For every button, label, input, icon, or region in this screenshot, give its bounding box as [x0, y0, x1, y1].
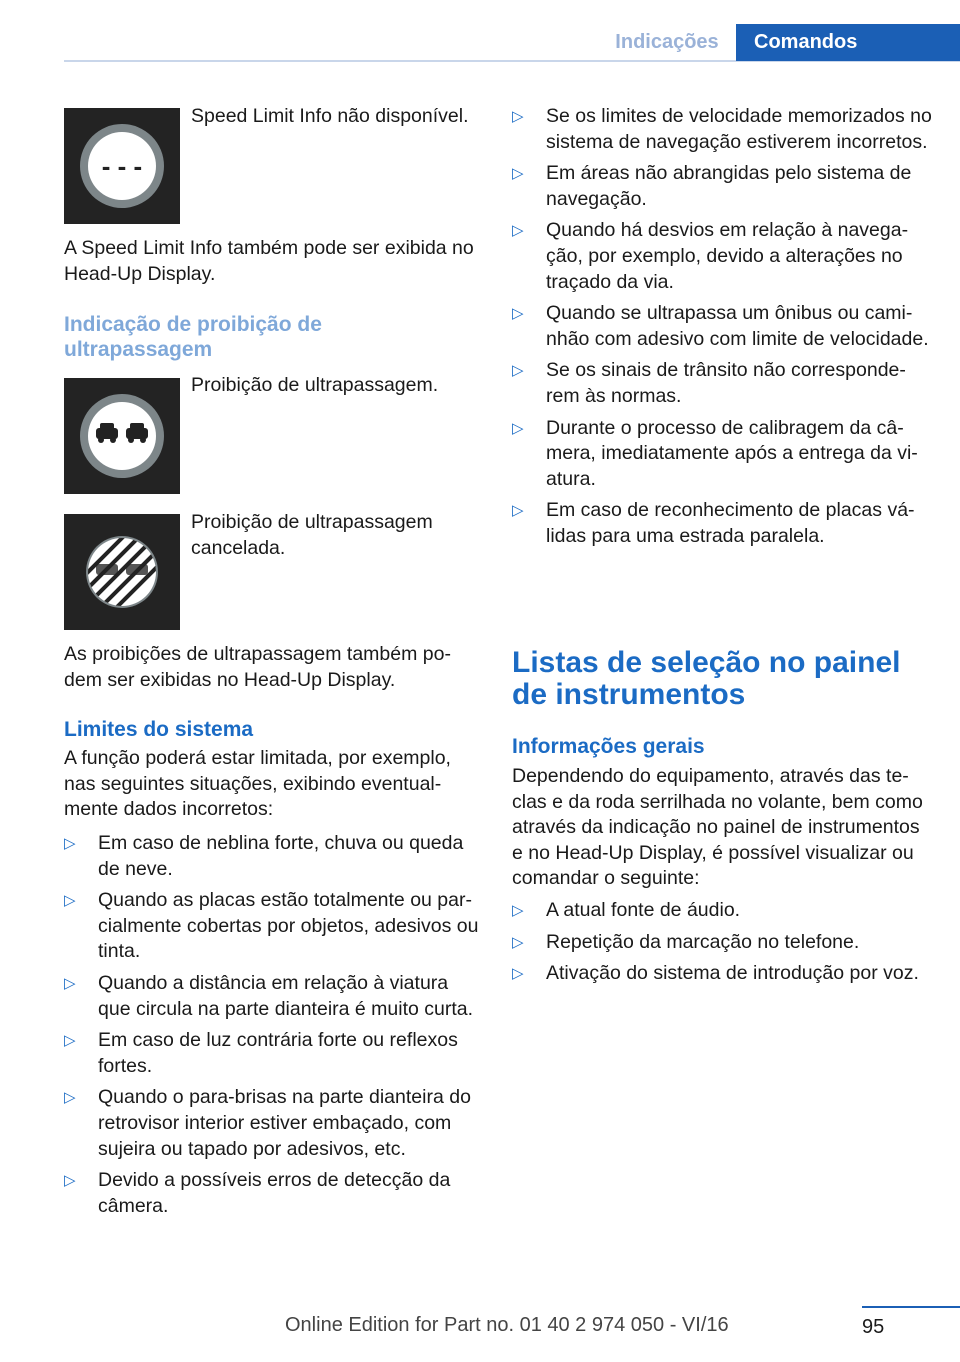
list-item: ▷ Em caso de reconhecimento de placas válidas para uma estrada paralela.: [512, 499, 915, 547]
triangle-right-icon: ▷: [512, 933, 524, 951]
sign2-caption: Proibição de ultrapassagem.: [191, 374, 439, 396]
list-item: ▷ Devido a possíveis erros de detecção da câmera.: [64, 1169, 451, 1217]
list-item: ▷ Quando a distância em relação à viatura que circula na parte dianteira é muito curta.: [64, 971, 474, 1020]
list-item: ▷ A atual fonte de áudio.: [512, 898, 932, 924]
list-item: ▷ Quando as placas estão totalmente ou parcialmente cobertas por objetos, adesivos ou tinta.: [64, 889, 479, 963]
triangle-right-icon: ▷: [64, 892, 76, 910]
sign1-caption: Speed Limit Info não disponível.: [191, 105, 469, 127]
triangle-right-icon: ▷: [512, 362, 524, 380]
list-item: ▷ Em áreas não abrangidas pelo sistema de navegação.: [512, 162, 912, 210]
triangle-right-icon: ▷: [64, 1089, 76, 1107]
list-item: ▷ Quando o para-brisas na parte dianteira do retrovisor interior estiver embaçado, com sujeira ou tapado por adesivos, etc.: [64, 1086, 471, 1160]
list-item: ▷ Quando se ultrapassa um ônibus ou caminhão com adesivo com limite de velocidade.: [512, 302, 929, 350]
limits-list: [64, 831, 484, 1219]
triangle-right-icon: ▷: [512, 965, 524, 983]
paragraph-general: Dependendo do equipamento, através das teclas e da roda serrilhada no volante, bem como através da indicação no painel de instrumentos e no Head-Up Display, é possível visualizar ou comandar o seguinte:: [512, 765, 923, 890]
speed-limit-unavailable-icon: [64, 108, 180, 224]
triangle-right-icon: ▷: [64, 974, 76, 992]
triangle-right-icon: ▷: [512, 165, 524, 183]
section-title: Listas de seleção no painel de instrumentos: [512, 646, 901, 711]
triangle-right-icon: ▷: [512, 419, 524, 437]
list-item: ▷ Quando há desvios em relação à navegação, por exemplo, devido a alterações no traçado da via.: [512, 219, 909, 293]
heading-general-info: Informações gerais: [512, 735, 705, 758]
triangle-right-icon: ▷: [512, 502, 524, 520]
heading-system-limits: Limites do sistema: [64, 718, 254, 741]
list-item: ▷ Em caso de neblina forte, chuva ou queda de neve.: [64, 832, 464, 880]
triangle-right-icon: ▷: [512, 305, 524, 323]
limits-list-continued: [512, 104, 932, 550]
edition-footer: Online Edition for Part no. 01 40 2 974 050 - VI/16: [285, 1314, 729, 1336]
triangle-right-icon: ▷: [512, 902, 524, 919]
list-item: ▷ Durante o processo de calibragem da câmera, imediatamente após a entrega da viatura.: [512, 416, 918, 490]
triangle-right-icon: ▷: [512, 222, 524, 240]
speed-limit-dashes: - - -: [101, 151, 143, 181]
triangle-right-icon: ▷: [512, 108, 524, 125]
list-item: ▷ Se os sinais de trânsito não corresponderem às normas.: [512, 359, 906, 407]
list-item: ▷ Em caso de luz contrária forte ou reflexos fortes.: [64, 1029, 458, 1077]
end-of-no-overtaking-icon: [64, 514, 180, 630]
footer-rule: [862, 1306, 960, 1308]
list-item: ▷ Repetição da marcação no telefone.: [512, 930, 932, 956]
sign3-caption: Proibição de ultrapassagem cancelada.: [191, 511, 433, 559]
triangle-right-icon: ▷: [64, 835, 76, 852]
no-overtaking-icon: [64, 378, 180, 494]
heading-overtaking: Indicação de proibição de ultrapassagem: [64, 313, 322, 361]
selection-list: [512, 898, 932, 987]
tab-comandos[interactable]: Comandos: [736, 24, 960, 61]
paragraph-hud: A Speed Limit Info também pode ser exibida no Head-Up Display.: [64, 237, 474, 285]
list-item: ▷ Se os limites de velocidade memorizados no sistema de navegação estiverem incorretos.: [512, 105, 932, 153]
list-item: ▷ Ativação do sistema de introdução por voz.: [512, 961, 932, 987]
triangle-right-icon: ▷: [64, 1172, 76, 1190]
paragraph-overtaking-hud: As proibições de ultrapassagem também podem ser exibidas no Head-Up Display.: [64, 643, 451, 691]
triangle-right-icon: ▷: [64, 1032, 76, 1050]
page-number: 95: [862, 1316, 885, 1338]
tab-indicacoes[interactable]: Indicações: [615, 31, 719, 53]
paragraph-limits: A função poderá estar limitada, por exemplo, nas seguintes situações, exibindo eventualmente dados incorretos:: [64, 747, 451, 821]
